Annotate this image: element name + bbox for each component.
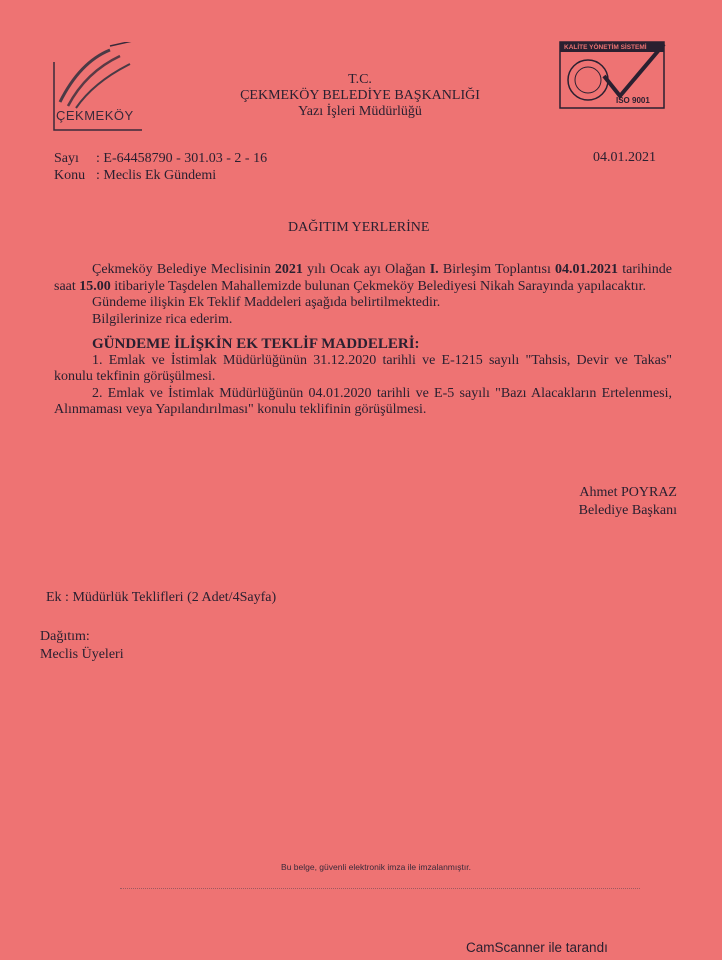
logo-wordmark: ÇEKMEKÖY xyxy=(56,108,134,123)
p1-text-b: yılı Ocak ayı Olağan xyxy=(302,262,430,277)
konu-row xyxy=(54,167,267,184)
iso-quality-system-label: KALİTE YÖNETİM SİSTEMİ xyxy=(564,44,647,51)
sayi-value: : E-64458790 - 301.03 - 2 - 16 xyxy=(96,151,268,166)
body-paragraph-3: Bilgilerinize rica ederim. xyxy=(92,311,233,327)
attachment-line: Ek : Müdürlük Teklifleri (2 Adet/4Sayfa) xyxy=(46,590,277,605)
iso-certification-badge xyxy=(558,40,670,112)
body-paragraph-2: Gündeme ilişkin Ek Teklif Maddeleri aşağıda belirtilmektedir. xyxy=(92,295,441,310)
signature-block xyxy=(520,484,677,520)
document-meta xyxy=(54,150,267,184)
header-department: Yazı İşleri Müdürlüğü xyxy=(298,104,422,119)
konu-value: : Meclis Ek Gündemi xyxy=(96,168,217,183)
iso-standard-label: ISO 9001 xyxy=(616,96,650,105)
p1-text-c: Birleşim Toplantısı xyxy=(438,262,556,277)
distribution-block xyxy=(40,628,124,664)
body-paragraph-1 xyxy=(54,262,672,295)
cekmekoy-logo xyxy=(50,42,146,134)
sayi-row xyxy=(54,150,267,167)
p1-session-number: I. xyxy=(429,262,439,277)
signatory-name: Ahmet POYRAZ xyxy=(579,485,677,500)
agenda-title: GÜNDEME İLİŞKİN EK TEKLİF MADDELERİ: xyxy=(92,336,420,352)
agenda-item-1: 1. Emlak ve İstimlak Müdürlüğünün 31.12.2020 tarihli ve E-1215 sayılı "Tahsis, Devir ve Takas" konulu tekfinin görüşülmesi. xyxy=(54,352,672,384)
p1-meeting-date: 04.01.2021 xyxy=(555,262,619,277)
e-signature-note: Bu belge, güvenli elektronik imza ile imzalanmıştır. xyxy=(281,862,471,872)
sayi-label: Sayı xyxy=(54,151,79,166)
header-tc: T.C. xyxy=(348,72,372,87)
document-body xyxy=(54,262,672,419)
signatory-title: Belediye Başkanı xyxy=(578,503,677,518)
agenda-item-2: 2. Emlak ve İstimlak Müdürlüğünün 04.01.2020 tarihli ve E-5 sayılı "Bazı Alacakların Ertelenmesi, Alınmaması veya Yapılandırılması" konulu teklifinin görüşülmesi. xyxy=(54,385,672,417)
distribution-value: Meclis Üyeleri xyxy=(40,647,124,662)
p1-text-d: tarihinde saat xyxy=(54,262,673,294)
p1-text-a: Çekmeköy Belediye Meclisinin xyxy=(92,262,275,277)
camscanner-watermark: CamScanner ile tarandı xyxy=(466,940,608,955)
document-date: 04.01.2021 xyxy=(593,150,656,165)
p1-text-e: itibariyle Taşdelen Mahallemizde bulunan Çekmeköy Belediyesi Nikah Sarayında yapılacaktır. xyxy=(110,278,647,294)
konu-label: Konu xyxy=(54,168,86,183)
recipients-heading: DAĞITIM YERLERİNE xyxy=(288,220,430,235)
header-institution: ÇEKMEKÖY BELEDİYE BAŞKANLIĞI xyxy=(240,88,480,103)
document-header xyxy=(200,72,520,120)
p1-year: 2021 xyxy=(274,262,303,277)
distribution-label: Dağıtım: xyxy=(40,629,90,644)
p1-meeting-time: 15.00 xyxy=(79,278,111,294)
footer-divider xyxy=(120,888,640,890)
